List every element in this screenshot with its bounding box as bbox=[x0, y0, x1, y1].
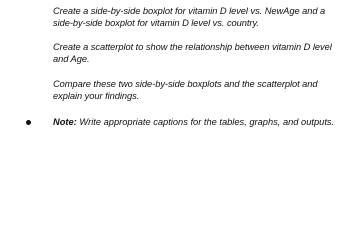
note-body: Write appropriate captions for the tables, graphs, and outputs. bbox=[76, 117, 335, 127]
note-bullet-item bbox=[0, 116, 350, 130]
instruction-boxplots: Create a side-by-side boxplot for vitamin D level vs. NewAge and a side-by-side boxplot for vitamin D level vs. country. bbox=[53, 6, 326, 28]
note-label: Note: bbox=[53, 117, 77, 127]
bullet-icon bbox=[26, 120, 31, 125]
instruction-scatterplot: Create a scatterplot to show the relationship between vitamin D level and Age. bbox=[53, 42, 332, 64]
instruction-compare: Compare these two side-by-side boxplots and the scatterplot and explain your findings. bbox=[53, 79, 318, 101]
note-text bbox=[53, 116, 345, 128]
